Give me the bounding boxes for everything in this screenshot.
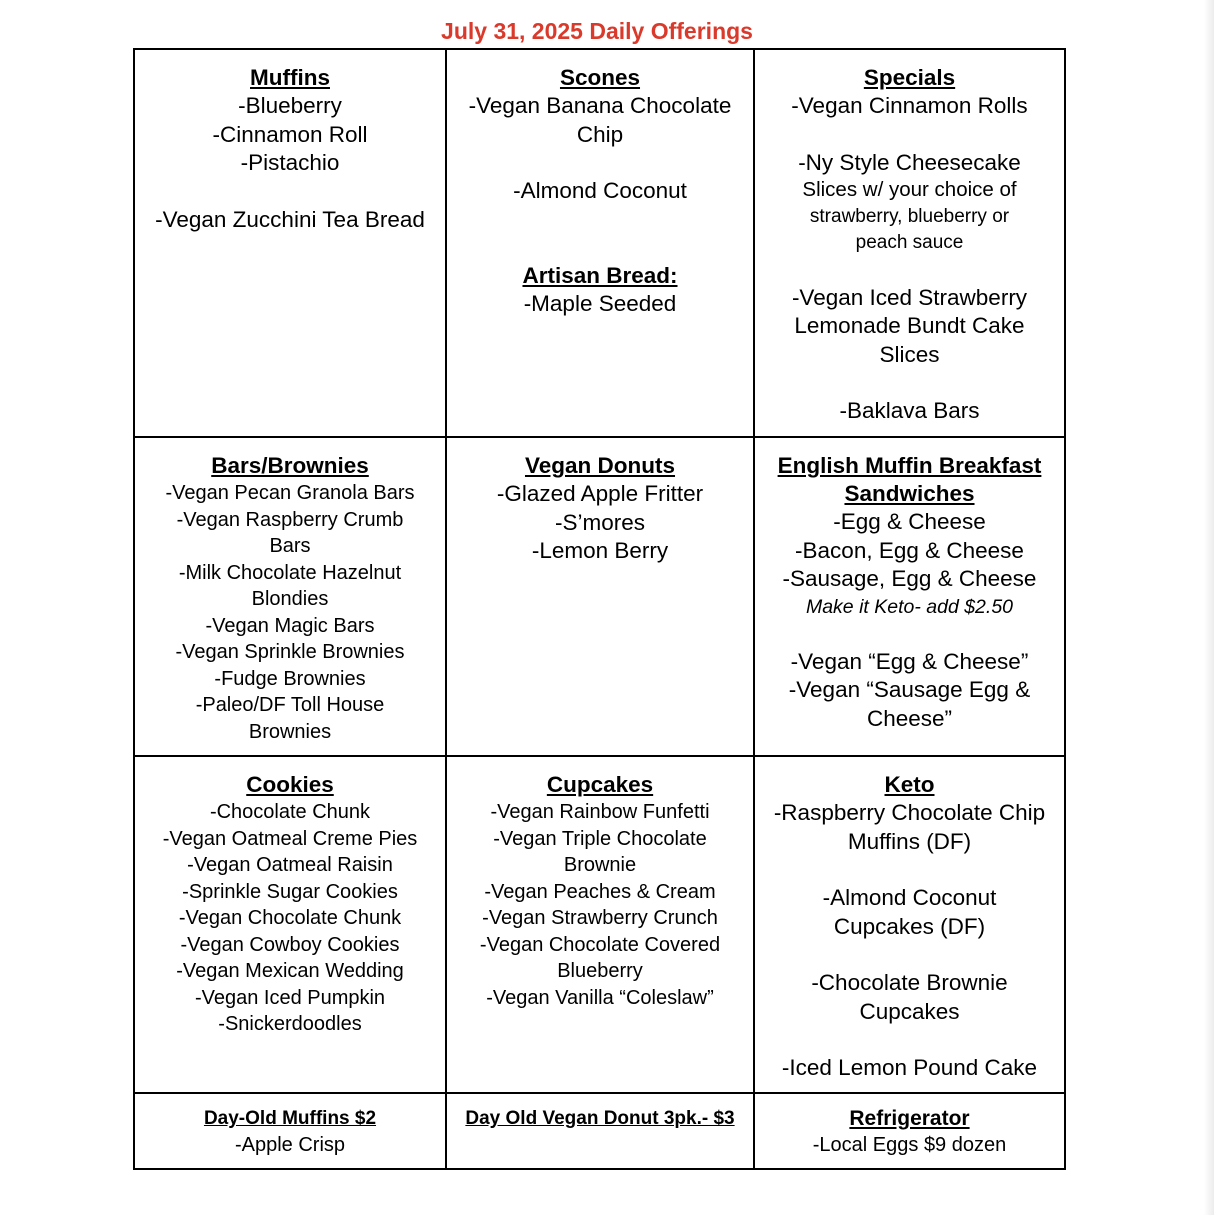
- list-item: -Milk Chocolate Hazelnut Blondies: [178, 561, 402, 610]
- list-item: -Pistachio: [240, 150, 340, 175]
- list-item: -S’mores: [554, 509, 645, 535]
- muffins-heading: Muffins: [250, 65, 330, 90]
- list-item: -Vegan Rainbow Funfetti: [490, 801, 710, 823]
- day-old-donuts-cell: [446, 1093, 754, 1169]
- cupcakes-heading: Cupcakes: [546, 772, 654, 797]
- list-item: strawberry, blueberry or: [809, 205, 1010, 227]
- list-item: -Vegan Oatmeal Raisin: [187, 854, 393, 876]
- list-item: -Vegan Triple Chocolate Brownie: [493, 827, 707, 876]
- artisan-bread-heading: Artisan Bread:: [522, 262, 678, 288]
- table-row: [134, 437, 1065, 756]
- spacer: [761, 256, 1058, 284]
- list-item: -Chocolate Brownie Cupcakes: [811, 970, 1008, 1024]
- list-item: -Vegan Pecan Granola Bars: [165, 482, 415, 504]
- spacer: [761, 620, 1058, 648]
- list-item: -Vegan Magic Bars: [205, 614, 375, 637]
- refrigerator-heading: Refrigerator: [849, 1107, 970, 1130]
- bars-brownies-cell: [134, 437, 446, 756]
- spacer: [761, 856, 1058, 884]
- bars-brownies-heading: Bars/Brownies: [211, 453, 369, 478]
- list-item: -Blueberry: [238, 93, 342, 118]
- list-item: -Almond Coconut: [513, 178, 687, 203]
- specials-heading: Specials: [863, 65, 956, 90]
- english-muffin-heading: English Muffin Breakfast Sandwiches: [777, 453, 1042, 506]
- list-item: -Vegan “Sausage Egg & Cheese”: [788, 677, 1031, 731]
- refrigerator-cell: [754, 1093, 1065, 1169]
- day-old-donuts-heading: Day Old Vegan Donut 3pk.- $3: [465, 1108, 735, 1129]
- list-item: -Raspberry Chocolate Chip Muffins (DF): [773, 800, 1046, 854]
- english-muffin-cell: [754, 437, 1065, 756]
- list-item: -Apple Crisp: [234, 1134, 346, 1156]
- list-item: -Vegan Strawberry Crunch: [482, 907, 718, 929]
- cookies-cell: [134, 756, 446, 1093]
- list-item: -Vegan Vanilla “Coleslaw”: [486, 986, 714, 1009]
- list-item: -Snickerdoodles: [218, 1013, 362, 1035]
- page-title: July 31, 2025 Daily Offerings: [441, 18, 753, 44]
- list-item: -Vegan Peaches & Cream: [484, 880, 716, 903]
- vegan-donuts-cell: [446, 437, 754, 756]
- list-item: -Glazed Apple Fritter: [496, 481, 704, 506]
- list-item: -Vegan Mexican Wedding: [176, 960, 404, 982]
- page-edge: [1204, 0, 1214, 1215]
- list-item: -Chocolate Chunk: [209, 801, 371, 823]
- list-item: Slices w/ your choice of: [802, 178, 1017, 201]
- list-item: -Almond Coconut Cupcakes (DF): [822, 885, 997, 939]
- spacer: [761, 941, 1058, 969]
- list-item: -Iced Lemon Pound Cake: [781, 1055, 1038, 1080]
- table-row: [134, 49, 1065, 437]
- list-item: -Vegan Chocolate Chunk: [178, 907, 402, 929]
- spacer: [761, 369, 1058, 397]
- list-item: -Vegan Raspberry Crumb Bars: [176, 508, 404, 557]
- list-item: -Vegan Chocolate Covered Blueberry: [479, 933, 721, 982]
- keto-heading: Keto: [884, 772, 935, 797]
- list-item: -Baklava Bars: [839, 398, 980, 423]
- list-item: -Vegan Cinnamon Rolls: [791, 93, 1028, 118]
- scones-cell: [446, 49, 754, 437]
- keto-cell: [754, 756, 1065, 1093]
- vegan-donuts-heading: Vegan Donuts: [524, 453, 676, 478]
- list-item: -Vegan Oatmeal Creme Pies: [162, 827, 418, 850]
- list-item: -Lemon Berry: [531, 538, 669, 563]
- offerings-table: [133, 48, 1066, 1170]
- list-item: -Vegan “Egg & Cheese”: [790, 648, 1029, 674]
- cookies-heading: Cookies: [246, 772, 334, 797]
- list-item: -Egg & Cheese: [833, 509, 986, 534]
- list-item: peach sauce: [855, 231, 964, 253]
- specials-cell: [754, 49, 1065, 437]
- day-old-muffins-cell: [134, 1093, 446, 1169]
- list-item: -Sausage, Egg & Cheese: [782, 566, 1037, 591]
- list-item: -Vegan Iced Strawberry Lemonade Bundt Cake Slices: [791, 284, 1028, 367]
- list-item: -Cinnamon Roll: [212, 121, 368, 147]
- spacer: [141, 178, 439, 206]
- cupcakes-cell: [446, 756, 754, 1093]
- muffins-cell: [134, 49, 446, 437]
- table-row: [134, 1093, 1065, 1169]
- spacer: [453, 149, 747, 177]
- list-item: -Maple Seeded: [523, 290, 677, 316]
- keto-note: Make it Keto- add $2.50: [805, 595, 1014, 618]
- list-item: -Vegan Cowboy Cookies: [180, 933, 400, 956]
- spacer: [761, 121, 1058, 149]
- list-item: -Paleo/DF Toll House Brownies: [195, 694, 385, 743]
- scones-heading: Scones: [559, 65, 641, 90]
- table-row: [134, 756, 1065, 1093]
- list-item: -Ny Style Cheesecake: [798, 149, 1021, 175]
- list-item: -Vegan Iced Pumpkin: [194, 986, 386, 1009]
- list-item: -Vegan Sprinkle Brownies: [175, 641, 405, 663]
- spacer: [453, 206, 747, 262]
- list-item: -Fudge Brownies: [214, 667, 366, 690]
- list-item: -Local Eggs $9 dozen: [812, 1134, 1007, 1156]
- list-item: -Sprinkle Sugar Cookies: [182, 880, 398, 903]
- list-item: -Bacon, Egg & Cheese: [795, 537, 1024, 563]
- list-item: -Vegan Banana Chocolate Chip: [468, 93, 732, 147]
- list-item: -Vegan Zucchini Tea Bread: [155, 206, 425, 232]
- spacer: [761, 1026, 1058, 1054]
- day-old-muffins-heading: Day-Old Muffins $2: [203, 1108, 377, 1129]
